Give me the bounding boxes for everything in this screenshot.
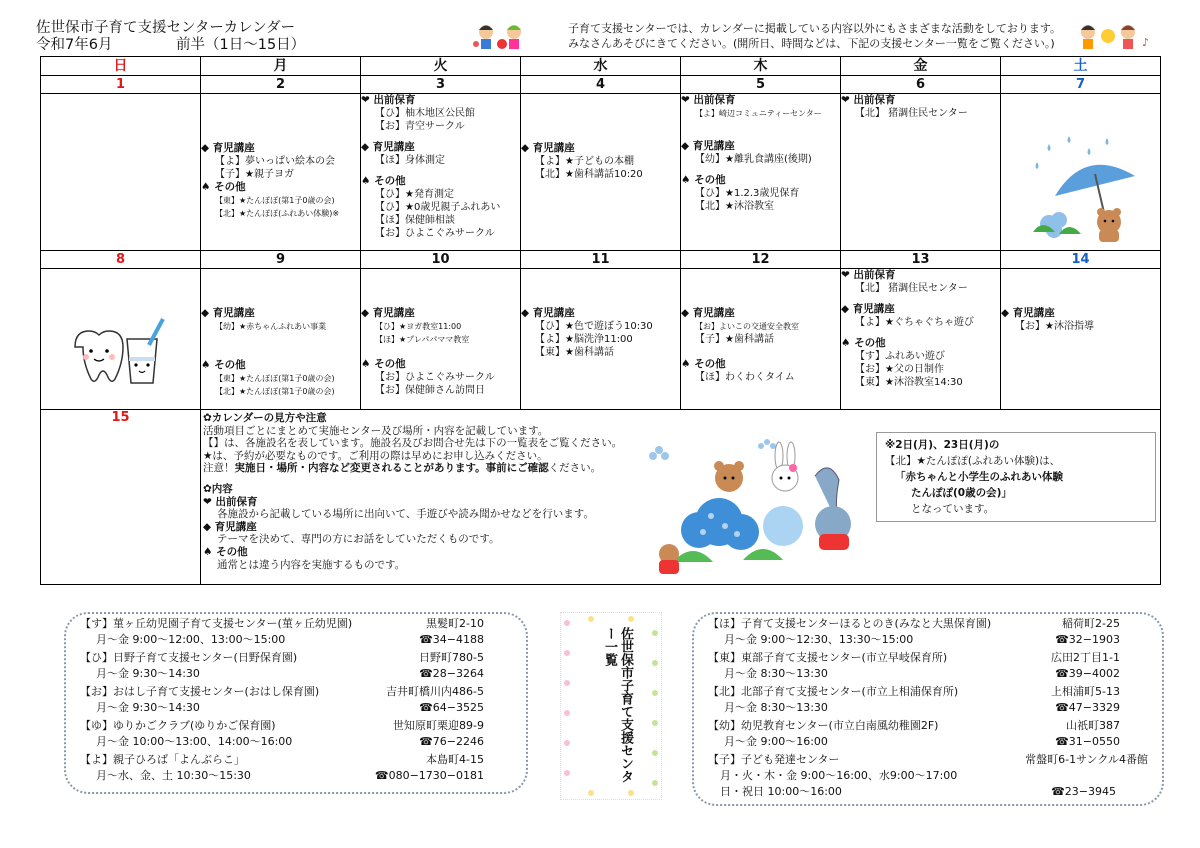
center-tel: ☎76−2246 xyxy=(419,735,484,748)
centers-title-box xyxy=(560,612,662,800)
date-number: 10 xyxy=(361,251,521,269)
legend-cell xyxy=(201,410,1161,585)
month-label: 令和7年6月 xyxy=(36,37,113,53)
day-cell-15 xyxy=(41,410,201,585)
center-hours: 月〜金 10:00〜13:00、14:00〜16:00 xyxy=(96,735,293,748)
center-name: 【幼】幼児教育センター(市立白南風幼稚園2F) xyxy=(708,719,939,732)
week-row-3 xyxy=(41,410,1161,585)
day-cell-8 xyxy=(41,269,201,410)
weekday-wed: 水 xyxy=(521,57,681,76)
svg-text:♪: ♪ xyxy=(1142,36,1150,49)
half-label: 前半（1日〜15日） xyxy=(176,37,306,53)
date-row-1 xyxy=(41,76,1161,94)
day-cell-9: ◆ 育児講座 【幼】★赤ちゃんふれあい事業 ♠ その他 【東】★たんぽぽ(第1子0歳の会) 【北】★たんぽぽ(第1子0歳の会) xyxy=(201,269,361,410)
center-item xyxy=(708,718,1148,750)
notice-text: 子育て支援センターでは、カレンダーに掲載している内容以外にもさまざまな活動をしております。 みなさんあそびにきてください。(開所日、時間などは、下記の支援センター一覧をご覧ください。) xyxy=(568,22,1061,50)
centers-list-right xyxy=(692,612,1164,806)
date-number: 12 xyxy=(681,251,841,269)
center-item xyxy=(80,616,512,648)
center-address: 吉井町橋川内486-5 xyxy=(386,685,484,698)
date-row-2 xyxy=(41,251,1161,269)
center-hours: 月〜水、金、土 10:30〜15:30 xyxy=(96,769,251,782)
center-address: 日野町780-5 xyxy=(419,651,484,664)
center-hours: 月〜金 9:00〜12:00、13:00〜15:00 xyxy=(96,633,286,646)
centers-title: 佐世保市子育て支援センター一覧 xyxy=(602,627,633,783)
day-cell-10: ◆ 育児講座 【ひ】★ヨガ教室11:00 【ほ】★プレパパママ教室 ♠ その他 【お】ひよこぐみサークル 【お】保健師さん訪問日 xyxy=(361,269,521,410)
day-cell-4: ◆ 育児講座 【よ】★子どもの本棚 【北】★歯科講話10:20 xyxy=(521,94,681,251)
center-hours: 月〜金 9:30〜14:30 xyxy=(96,701,200,714)
day-cell-13: ❤ 出前保育 【北】 猪調住民センター ◆ 育児講座 【よ】★ぐちゃぐちゃ遊び ♠ その他 【す】ふれあい遊び 【お】★父の日制作 【東】★沐浴教室14:30 xyxy=(841,269,1001,410)
center-name: 【ひ】日野子育て支援センター(日野保育園) xyxy=(80,651,298,664)
weekday-sun: 日 xyxy=(41,57,201,76)
center-tel: ☎64−3525 xyxy=(419,701,484,714)
calendar-table xyxy=(40,56,1161,585)
center-hours: 月〜金 9:30〜14:30 xyxy=(96,667,200,680)
center-item xyxy=(80,684,512,716)
center-item xyxy=(80,718,512,750)
day-cell-5: ❤ 出前保育 【よ】崎辺コミュニティーセンター ◆ 育児講座 【幼】★離乳食講座(後期) ♠ その他 【ひ】★1.2.3歳児保育 【北】★沐浴教室 xyxy=(681,94,841,251)
center-hours: 月〜金 9:00〜16:00 xyxy=(724,735,828,748)
center-tel: ☎32−1903 xyxy=(1055,633,1120,646)
center-name: 【お】おはし子育て支援センター(おはし保育園) xyxy=(80,685,320,698)
kids-illustration-right xyxy=(1076,22,1154,52)
center-hours: 月〜金 9:00〜12:30、13:30〜15:00 xyxy=(724,633,914,646)
weekday-sat: 土 xyxy=(1001,57,1161,76)
note-box: ※2日(月)、23日(月)の 【北】★たんぽぽ(ふれあい体験)は、 「赤ちゃんと小学生のふれあい体験 たんぽぽ(0歳の会)」 となっています。 xyxy=(876,432,1156,522)
center-name: 【ゆ】ゆりかごクラブ(ゆりかご保育園) xyxy=(80,719,276,732)
weekday-header-row xyxy=(41,57,1161,76)
center-address: 稲荷町2-25 xyxy=(1062,617,1120,630)
center-address: 本島町4-15 xyxy=(426,753,484,766)
center-tel: ☎47−3329 xyxy=(1055,701,1120,714)
day-cell-12: ◆ 育児講座 【お】よいこの交通安全教室 【子】★歯科講話 ♠ その他 【ほ】わくわくタイム xyxy=(681,269,841,410)
weekday-fri: 金 xyxy=(841,57,1001,76)
legend-text: ✿カレンダーの見方や注意 活動項目ごとにまとめて実施センター及び場所・内容を記載しています。 【】は、各施設名を表しています。施設名及びお問合せ先は下の一覧表をご覧ください。 ★は、予約が必要なものです。ご利用の際は早めにお申し込みください。 注意！実施日・場所・内容など変更されることがあります。事前にご確認ください。 ✿内容 ❤ 出前保育 各施設から記載している場所に出向いて、手遊びや読み聞かせなどを行います。 ◆ 育児講座 テーマを決めて、専門の方にお話をしていただくものです。 ♠ その他 通常とは違う内容を実施するものです。 xyxy=(203,412,623,571)
kids-illustration xyxy=(466,22,526,52)
day-cell-11: ◆ 育児講座 【ひ】★色で遊ぼう10:30 【よ】★脳洗浄11:00 【東】★歯科講話 xyxy=(521,269,681,410)
center-name: 【ほ】子育て支援センターほるとのき(みなと大黒保育園) xyxy=(708,617,992,630)
date-number: 6 xyxy=(841,76,1001,94)
date-number: 7 xyxy=(1001,76,1161,94)
center-tel: ☎31−0550 xyxy=(1055,735,1120,748)
center-address: 上相浦町5-13 xyxy=(1051,685,1120,698)
center-tel: ☎080−1730−0181 xyxy=(374,769,484,782)
date-number: 11 xyxy=(521,251,681,269)
date-number: 2 xyxy=(201,76,361,94)
center-item xyxy=(708,684,1148,716)
center-hours: 月〜金 8:30〜13:30 xyxy=(724,667,828,680)
tooth-toothbrush-illustration xyxy=(69,317,169,397)
date-number: 1 xyxy=(41,76,201,94)
date-number: 4 xyxy=(521,76,681,94)
center-tel: ☎34−4188 xyxy=(419,633,484,646)
page-title: 佐世保市子育て支援センターカレンダー 令和7年6月 xyxy=(36,20,296,53)
date-number: 5 xyxy=(681,76,841,94)
day-cell-6: ❤ 出前保育 【北】 猪調住民センター xyxy=(841,94,1001,251)
day-cell-14: ◆ 育児講座 【お】★沐浴指導 xyxy=(1001,269,1161,410)
date-number: 9 xyxy=(201,251,361,269)
center-item-last: 【子】子ども発達センター 常盤町6-1サンクル4番館 月・火・木・金 9:00〜16:00、水9:00〜17:00 日・祝日 10:00〜16:00 ☎23−3945 xyxy=(708,753,1148,798)
centers-list-left xyxy=(64,612,528,794)
center-item xyxy=(80,752,512,784)
weekday-mon: 月 xyxy=(201,57,361,76)
center-item xyxy=(80,650,512,682)
weekday-tue: 火 xyxy=(361,57,521,76)
center-address: 世知原町栗迎89-9 xyxy=(393,719,484,732)
umbrella-bear-illustration xyxy=(1019,134,1143,244)
center-name: 【よ】親子ひろば「よんぶらこ」 xyxy=(80,753,245,766)
center-tel: ☎28−3264 xyxy=(419,667,484,680)
day-cell-2: ◆ 育児講座 【よ】夢いっぱい絵本の会 【子】★親子ヨガ ♠ その他 【東】★たんぽぽ(第1子0歳の会) 【北】★たんぽぽ(ふれあい体験)※ xyxy=(201,94,361,251)
week-row-2 xyxy=(41,269,1161,410)
center-address: 山祇町387 xyxy=(1066,719,1120,732)
date-number: 15 xyxy=(111,410,130,425)
center-name: 【東】東部子育て支援センター(市立早岐保育所) xyxy=(708,651,948,664)
center-item xyxy=(708,650,1148,682)
center-name: 【北】北部子育て支援センター(市立上相浦保育所) xyxy=(708,685,959,698)
center-item xyxy=(708,616,1148,648)
day-cell-3: ❤ 出前保育 【ひ】柚木地区公民館 【お】青空サークル ◆ 育児講座 【ほ】身体測定 ♠ その他 【ひ】★発育測定 【ひ】★0歳児親子ふれあい 【ほ】保健師相談 【お】ひよこぐみサークル xyxy=(361,94,521,251)
day-cell-1 xyxy=(41,94,201,251)
center-name: 【す】菫ヶ丘幼児園子育て支援センター(菫ヶ丘幼児園) xyxy=(80,617,353,630)
center-address: 黒髪町2-10 xyxy=(426,617,484,630)
animals-hydrangea-illustration xyxy=(633,436,869,576)
date-number: 8 xyxy=(41,251,201,269)
week-row-1 xyxy=(41,94,1161,251)
center-address: 広田2丁目1-1 xyxy=(1051,651,1120,664)
date-number: 13 xyxy=(841,251,1001,269)
day-cell-7 xyxy=(1001,94,1161,251)
center-hours: 月〜金 8:30〜13:30 xyxy=(724,701,828,714)
date-number: 3 xyxy=(361,76,521,94)
weekday-thu: 木 xyxy=(681,57,841,76)
date-number: 14 xyxy=(1001,251,1161,269)
center-tel: ☎39−4002 xyxy=(1055,667,1120,680)
